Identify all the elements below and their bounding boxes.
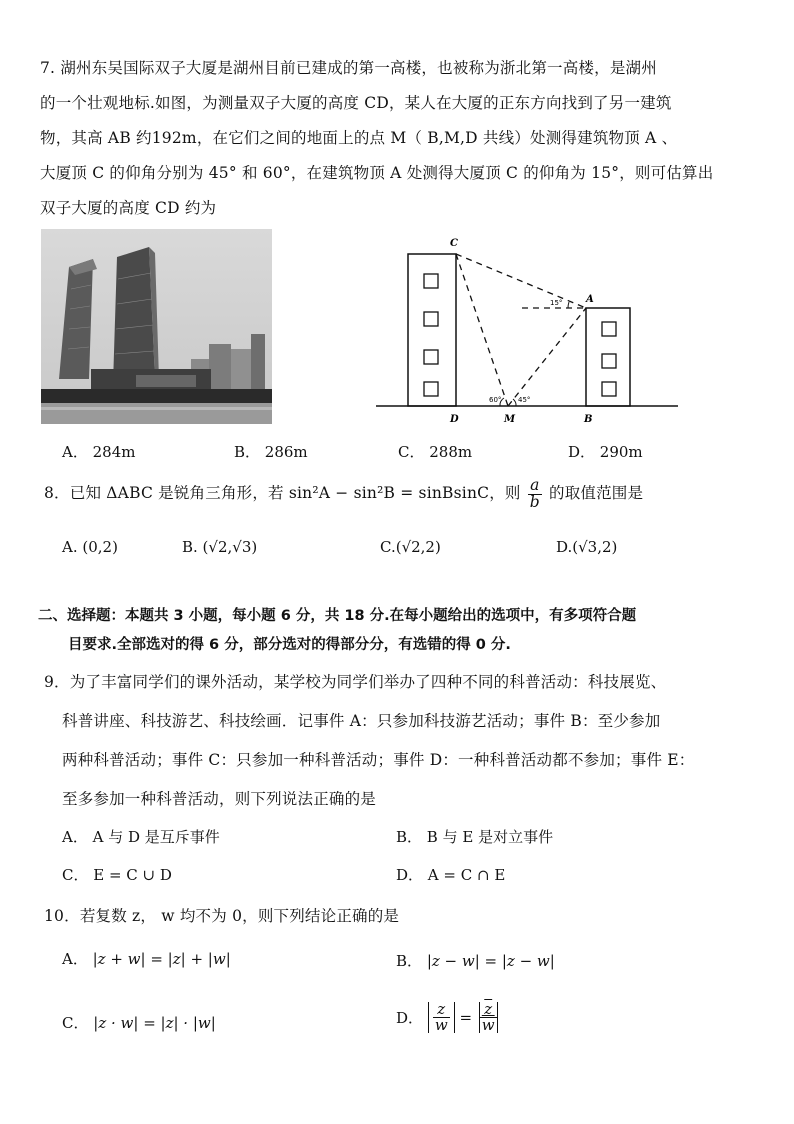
q10-expr-c: |z · w| = |z| · |w| [93,1014,216,1032]
q10-option-b-label: B． [396,952,423,970]
label-a: A [586,294,594,305]
building-cd [408,254,456,406]
q10-d-num2: $\overline{z}$ [479,1002,498,1018]
q8-option-d: D.(√3,2) [556,538,618,556]
q9-option-a: A． A 与 D 是互斥事件 [62,828,220,846]
q9-line-1: 9．为了丰富同学们的课外活动，某学校为同学们举办了四种不同的科普活动：科技展览、 [44,673,667,691]
q10-option-a-label: A． [62,950,88,968]
geometry-diagram [370,232,690,428]
section-2-line-1: 二、选择题：本题共 3 小题，每小题 6 分，共 18 分.在每小题给出的选项中，有多项符合题 [38,608,637,624]
q8-fraction [528,478,542,510]
q9-option-b: B． B 与 E 是对立事件 [396,828,554,846]
q10-d-den2: w [479,1018,498,1033]
q9-line-3: 两种科普活动；事件 C：只参加一种科普活动；事件 D：一种科普活动都不参加；事件 E： [62,751,695,769]
q10-d-den1: w [434,1016,448,1034]
q10-expr-b: |z − w| = |z − w| [426,952,555,970]
label-angle-45: 45° [518,396,531,404]
q7-line-5: 双子大厦的高度 CD 约为 [40,199,217,217]
q10-option-d: D． $\frac{z}{w}$ = $\frac{\overline{z}}{w}$ [396,1002,500,1033]
q7-option-c: C． 288m [398,443,473,461]
label-d: D [450,414,459,425]
q7-option-b: B． 286m [234,443,308,461]
q7-line-1: 7. 湖州东吴国际双子大厦是湖州目前已建成的第一高楼，也被称为浙北第一高楼，是湖州 [40,59,657,77]
q7-line-2: 的一个壮观地标.如图，为测量双子大厦的高度 CD，某人在大厦的正东方向找到了另一建筑 [40,94,672,112]
q10-expr-d-left [428,1002,455,1033]
label-angle-15: 15° [550,299,563,307]
q8-frac-den: b [529,492,540,511]
q8-option-c: C.(√2,2) [380,538,441,556]
q10-option-b [396,950,555,971]
q10-stem: 10．若复数 z， w 均不为 0，则下列结论正确的是 [44,907,400,925]
q10-option-a [62,948,231,969]
q10-option-c-label: C． [62,1014,89,1032]
q8-option-a: A. (0,2) [62,538,118,556]
q8-stem-suffix: 的取值范围是 [549,484,644,502]
building-ab [586,308,630,406]
q8-frac-num: a [528,478,542,495]
q7-line-3: 物，其高 AB 约192m，在它们之间的地面上的点 M（ B,M,D 共线）处测得建筑物顶 A 、 [40,129,678,147]
q7-option-d: D． 290m [568,443,643,461]
q9-option-c: C． E = C ∪ D [62,866,172,884]
q8-stem-prefix: 8．已知 ΔABC 是锐角三角形，若 sin²A − sin²B = sinBsinC，则 [44,484,521,502]
twin-towers-photo [41,229,272,424]
q9-option-d: D． A = C ∩ E [396,866,506,884]
label-b: B [584,414,593,425]
q7-line-4: 大厦顶 C 的仰角分别为 45° 和 60°，在建筑物顶 A 处测得大厦顶 C 的仰角为 15°，则可估算出 [40,164,714,182]
q7-option-a: A． 284m [62,443,136,461]
twin-towers-drawing [41,229,272,424]
label-angle-60: 60° [489,396,502,404]
q10-expr-a: |z + w| = |z| + |w| [92,950,231,968]
label-c: C [450,238,458,249]
q8-option-b: B. (√2,√3) [182,538,258,556]
q9-line-4: 至多参加一种科普活动，则下列说法正确的是 [62,790,377,808]
q9-line-2: 科普讲座、科技游艺、科技绘画．记事件 A：只参加科技游艺活动；事件 B：至少参加 [62,712,661,730]
section-2-line-2: 目要求.全部选对的得 6 分，部分选对的得部分分，有选错的得 0 分. [68,637,511,653]
q10-d-num1: z [433,1002,450,1018]
q10-expr-d-right [479,1002,498,1033]
q8-stem [44,478,643,510]
q10-option-c [62,1012,216,1033]
label-m: M [504,414,516,425]
q10-option-d-label: D． [396,1009,424,1027]
